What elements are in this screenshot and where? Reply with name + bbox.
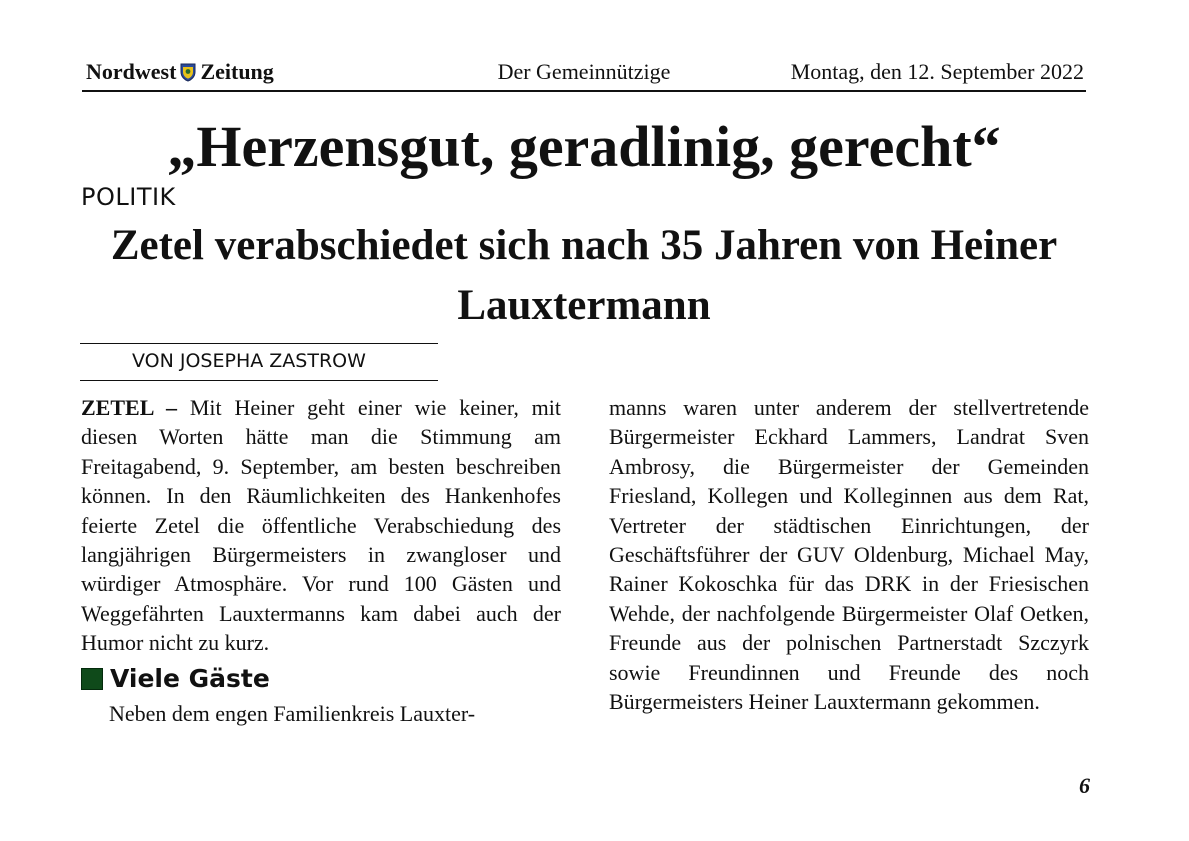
section-heading [81, 664, 561, 694]
article-column-right [609, 393, 1089, 716]
lead-paragraph [81, 393, 561, 658]
ressort-label: POLITIK [81, 183, 176, 211]
headline: „Herzensgut, geradlinig, gerecht“ [167, 114, 1001, 179]
byline-author: VON JOSEPHA ZASTROW [132, 350, 366, 372]
section-title: Viele Gäste [110, 663, 270, 693]
section-paragraph-continued: manns waren unter anderem der stellvertretende Bürgermeister Eckhard Lammers, Landrat Sven Ambrosy, die Bürgermeister der Gemeinden Friesland, Kollegen und Kolleginnen aus dem Rat, Vertreter der städtischen Einrichtungen, der Geschäftsführer der GUV Oldenburg, Michael May, Rainer Kokoschka für das DRK in der Friesischen Wehde, der nachfolgende Bürgermeister Olaf Oetken, Freunde aus der polnischen Partnerstadt Szczyrk sowie Freundinnen und Freunde des noch Bürgermeisters Heiner Lauxtermann gekommen. [609, 395, 1089, 715]
brand-right: Zeitung [200, 59, 274, 84]
byline [80, 343, 438, 381]
supplement-title: Der Gemeinnützige [497, 59, 671, 84]
brand-left: Nordwest [86, 59, 177, 84]
square-marker-icon [81, 668, 103, 690]
section-paragraph-start: Neben dem engen Familienkreis Lauxter- [109, 700, 476, 726]
subheadline: Zetel verabschiedet sich nach 35 Jahren von Heiner Lauxtermann [110, 222, 1058, 329]
article-column-left [81, 393, 561, 728]
page-number: 6 [1079, 773, 1090, 798]
lead-text: Mit Heiner geht einer wie keiner, mit diesen Worten hätte man die Stimmung am Freitagabend, 9. September, am besten beschreiben können. In den Räumlichkeiten des Hankenhofes feierte Zetel die öffentliche Verabschiedung des langjährigen Bürgermeisters in zwangloser und würdiger Atmosphäre. Vor rund 100 Gästen und Weggefährten Lauxtermanns kam dabei auch der Humor nicht zu kurz. [81, 395, 562, 656]
issue-date: Montag, den 12. September 2022 [790, 59, 1084, 84]
dateline: ZETEL – [81, 395, 177, 420]
masthead [82, 56, 1086, 92]
